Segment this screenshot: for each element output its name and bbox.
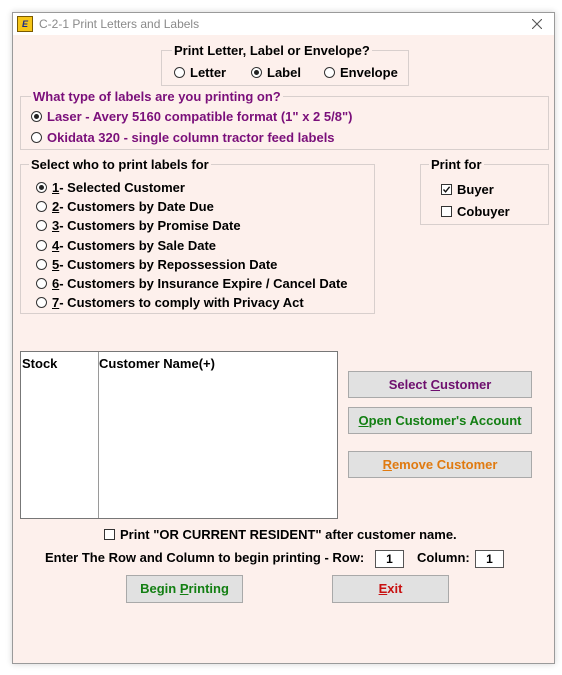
- current-resident-checkbox[interactable]: [104, 529, 115, 540]
- radio-laser-label: Laser - Avery 5160 compatible format (1" x 2 5/8"): [47, 109, 353, 124]
- current-resident-label: Print "OR CURRENT RESIDENT" after customer name.: [120, 527, 457, 542]
- open-account-text: pen Customer's Account: [368, 413, 522, 428]
- remove-customer-hotkey: R: [382, 457, 392, 472]
- option-4-key: 4: [52, 238, 60, 253]
- cobuyer-label: Cobuyer: [457, 204, 510, 219]
- radio-laser-labels[interactable]: [31, 109, 352, 124]
- option-6-key: 6: [52, 276, 60, 291]
- select-who-group: [20, 157, 375, 314]
- select-who-title: Select who to print labels for: [31, 157, 209, 172]
- radio-promise-date[interactable]: [36, 218, 241, 233]
- radio-okidata-button[interactable]: [31, 132, 42, 143]
- radio-sale-date[interactable]: [36, 238, 216, 253]
- column-label: Column:: [417, 550, 470, 565]
- column-input[interactable]: 1: [475, 550, 504, 568]
- checkbox-current-resident[interactable]: [104, 527, 457, 542]
- select-customer-text-2: ustomer: [440, 377, 492, 392]
- remove-customer-button[interactable]: [348, 451, 532, 478]
- open-customer-account-button[interactable]: [348, 407, 532, 434]
- radio-label-label: Label: [267, 65, 301, 80]
- buyer-label: Buyer: [457, 182, 494, 197]
- radio-option-3-button[interactable]: [36, 220, 47, 231]
- option-1-key: 1: [52, 180, 60, 195]
- option-2-label: - Customers by Date Due: [59, 199, 214, 214]
- exit-button[interactable]: [332, 575, 449, 603]
- option-4-label: - Customers by Sale Date: [59, 238, 217, 253]
- radio-insurance-expire[interactable]: [36, 276, 348, 291]
- print-for-title: Print for: [431, 157, 482, 172]
- radio-envelope[interactable]: [324, 65, 398, 80]
- radio-option-7-button[interactable]: [36, 297, 47, 308]
- radio-okidata-label: Okidata 320 - single column tractor feed labels: [47, 130, 335, 145]
- radio-privacy-act[interactable]: [36, 295, 304, 310]
- radio-option-5-button[interactable]: [36, 259, 47, 270]
- option-3-key: 3: [52, 218, 60, 233]
- radio-option-2-button[interactable]: [36, 201, 47, 212]
- select-customer-text-1: Select: [388, 377, 431, 392]
- buyer-checkbox[interactable]: [441, 184, 452, 195]
- select-customer-hotkey: C: [430, 377, 440, 392]
- label-type-group: [20, 89, 549, 150]
- radio-okidata-labels[interactable]: [31, 130, 335, 145]
- option-5-key: 5: [52, 257, 60, 272]
- option-7-key: 7: [52, 295, 60, 310]
- radio-option-1-button[interactable]: [36, 182, 47, 193]
- option-1-label: - Selected Customer: [59, 180, 185, 195]
- cobuyer-checkbox[interactable]: [441, 206, 452, 217]
- radio-letter[interactable]: [174, 65, 226, 80]
- column-divider: [98, 352, 99, 518]
- exit-hotkey: E: [378, 581, 388, 596]
- begin-printing-button[interactable]: [126, 575, 243, 603]
- option-6-label: - Customers by Insurance Expire / Cancel Date: [59, 276, 348, 291]
- close-icon: [532, 19, 542, 29]
- open-account-hotkey: O: [358, 413, 369, 428]
- remove-customer-text: emove Customer: [391, 457, 498, 472]
- begin-printing-text-2: rinting: [188, 581, 229, 596]
- exit-text: xit: [387, 581, 403, 596]
- option-7-label: - Customers to comply with Privacy Act: [59, 295, 304, 310]
- radio-option-6-button[interactable]: [36, 278, 47, 289]
- radio-laser-button[interactable]: [31, 111, 42, 122]
- column-header-customer-name[interactable]: Customer Name(+): [99, 356, 215, 371]
- checkbox-buyer[interactable]: [441, 182, 494, 197]
- window-title: C-2-1 Print Letters and Labels: [39, 17, 200, 31]
- title-bar: [13, 13, 554, 35]
- radio-letter-button[interactable]: [174, 67, 185, 78]
- radio-envelope-button[interactable]: [324, 67, 335, 78]
- begin-printing-text-1: Begin: [140, 581, 180, 596]
- radio-date-due[interactable]: [36, 199, 214, 214]
- customer-list[interactable]: [20, 351, 338, 519]
- column-header-stock[interactable]: Stock: [22, 356, 58, 371]
- radio-repossession-date[interactable]: [36, 257, 277, 272]
- radio-label[interactable]: [251, 65, 301, 80]
- print-letters-labels-window: [12, 12, 555, 664]
- checkbox-cobuyer[interactable]: [441, 204, 510, 219]
- radio-selected-customer[interactable]: [36, 180, 185, 195]
- print-type-title: Print Letter, Label or Envelope?: [174, 43, 370, 58]
- close-button[interactable]: [520, 13, 554, 35]
- app-logo-icon: E: [17, 16, 33, 32]
- option-2-key: 2: [52, 199, 60, 214]
- print-type-group: [161, 43, 409, 86]
- start-position-prompt: Enter The Row and Column to begin printing - Row:: [45, 550, 365, 565]
- option-5-label: - Customers by Repossession Date: [59, 257, 278, 272]
- option-3-label: - Customers by Promise Date: [59, 218, 241, 233]
- select-customer-button[interactable]: [348, 371, 532, 398]
- radio-label-button[interactable]: [251, 67, 262, 78]
- print-for-group: [420, 157, 549, 225]
- radio-letter-label: Letter: [190, 65, 227, 80]
- radio-option-4-button[interactable]: [36, 240, 47, 251]
- checkmark-icon: [442, 185, 451, 194]
- begin-printing-hotkey: P: [179, 581, 189, 596]
- radio-envelope-label: Envelope: [340, 65, 398, 80]
- row-input[interactable]: 1: [375, 550, 404, 568]
- label-type-title: What type of labels are you printing on?: [33, 89, 281, 104]
